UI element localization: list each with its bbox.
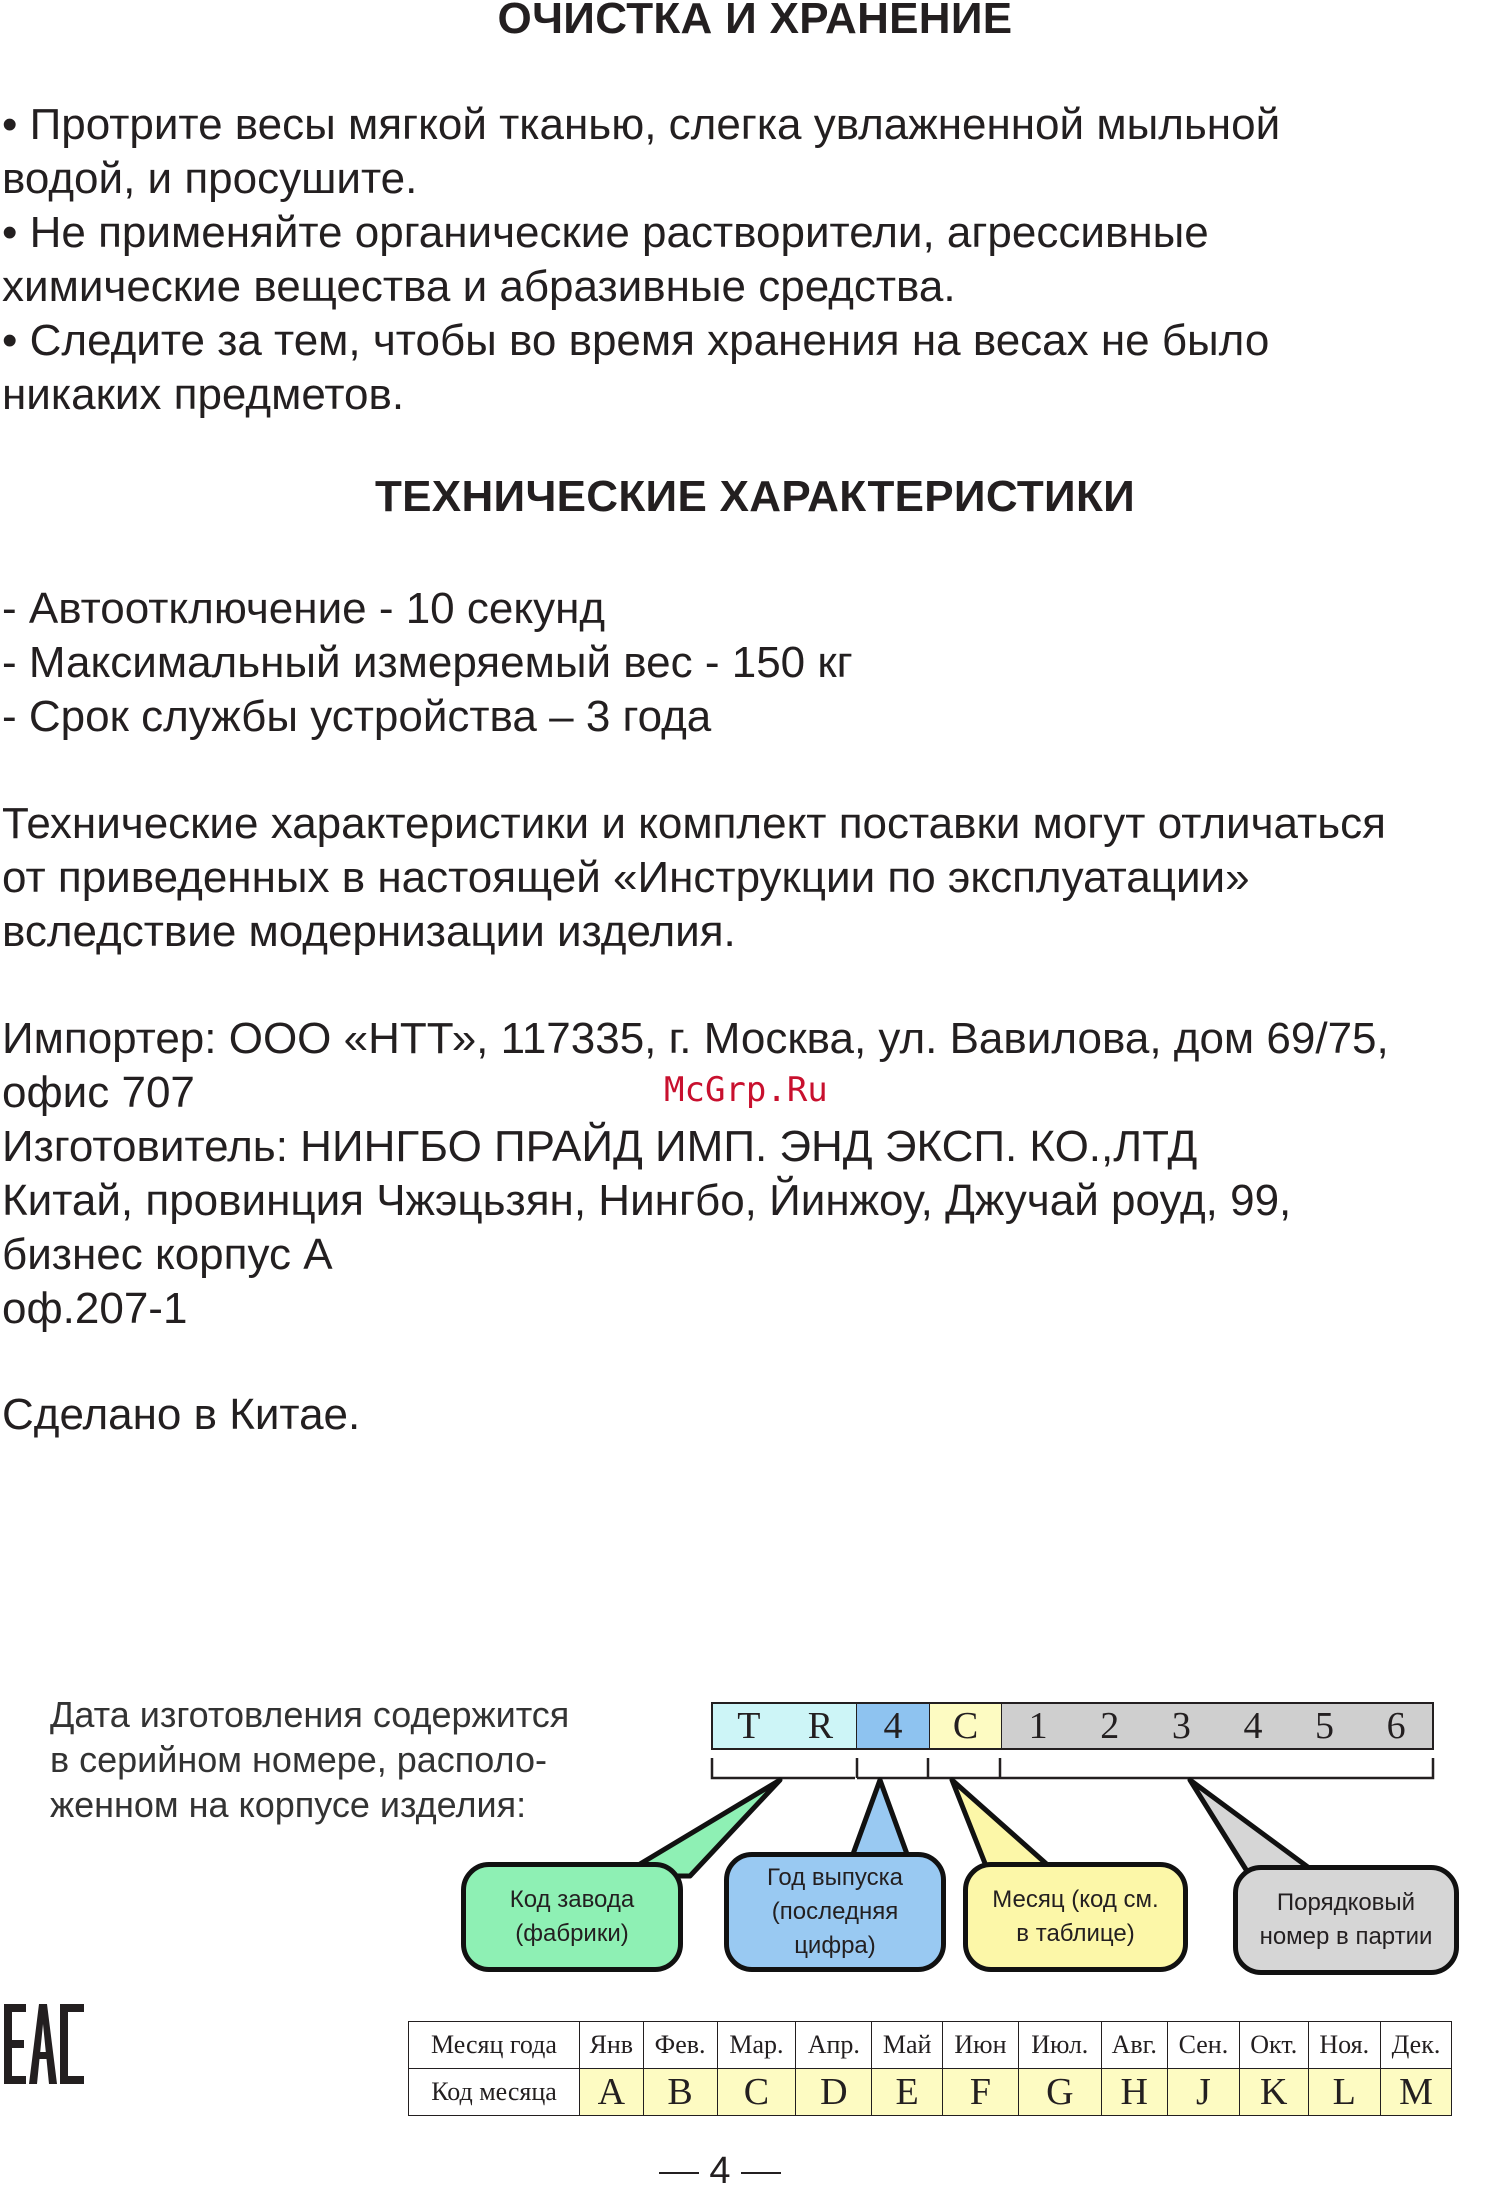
label-month xyxy=(963,1862,1188,1972)
label-line: Год выпуска xyxy=(767,1864,903,1891)
serial-char: 1 xyxy=(1001,1704,1074,1748)
code-cell: D xyxy=(796,2069,872,2116)
label-line: (фабрики) xyxy=(515,1920,629,1947)
code-cell: B xyxy=(643,2069,717,2116)
table-row xyxy=(409,2069,1452,2116)
code-cell: L xyxy=(1308,2069,1380,2116)
month-cell: Июл. xyxy=(1018,2022,1101,2069)
serial-char: 5 xyxy=(1289,1704,1361,1748)
serial-char: R xyxy=(785,1704,857,1748)
month-cell: Окт. xyxy=(1240,2022,1308,2069)
serial-char: 2 xyxy=(1074,1704,1146,1748)
month-code-table xyxy=(408,2021,1452,2116)
label-line: Месяц (код см. xyxy=(992,1886,1159,1913)
code-cell: F xyxy=(943,2069,1019,2116)
month-cell: Дек. xyxy=(1380,2022,1451,2069)
specs-title: ТЕХНИЧЕСКИЕ ХАРАКТЕРИСТИКИ xyxy=(374,472,1136,521)
serial-brackets xyxy=(712,1758,1433,1778)
code-cell: A xyxy=(580,2069,644,2116)
disclaimer-line: вследствие модернизации изделия. xyxy=(2,907,736,956)
label-line: Порядковый xyxy=(1276,1889,1416,1916)
code-cell: G xyxy=(1018,2069,1101,2116)
cleaning-line: химические вещества и абразивные средства. xyxy=(2,262,956,311)
code-cell: E xyxy=(872,2069,943,2116)
spec-line: - Максимальный измеряемый вес - 150 кг xyxy=(2,638,853,687)
importer-line: оф.207-1 xyxy=(2,1284,188,1333)
serial-char: 6 xyxy=(1360,1704,1432,1748)
month-cell: Авг. xyxy=(1101,2022,1167,2069)
importer-line: офис 707 xyxy=(2,1068,195,1117)
label-year xyxy=(724,1852,946,1972)
code-cell: K xyxy=(1240,2069,1308,2116)
code-cell: C xyxy=(717,2069,796,2116)
cleaning-title: ОЧИСТКА И ХРАНЕНИЕ xyxy=(497,0,1013,43)
spec-line: - Автоотключение - 10 секунд xyxy=(2,584,606,633)
serial-char: T xyxy=(713,1704,785,1748)
code-cell: J xyxy=(1167,2069,1239,2116)
month-header-label: Месяц года xyxy=(409,2022,580,2069)
month-cell: Янв xyxy=(580,2022,644,2069)
cleaning-line: • Следите за тем, чтобы во время хранения на весах не было xyxy=(2,316,1270,365)
bracket-lines xyxy=(712,1758,1433,1778)
month-cell: Сен. xyxy=(1167,2022,1239,2069)
page-dash xyxy=(741,2172,781,2174)
serial-char: 4 xyxy=(1217,1704,1289,1748)
serial-char: 3 xyxy=(1146,1704,1218,1748)
page-dash xyxy=(659,2172,699,2174)
month-cell: Июн xyxy=(943,2022,1019,2069)
page-number xyxy=(0,2150,1440,2193)
order-pointer xyxy=(1190,1780,1320,1876)
importer-line: Китай, провинция Чжэцьзян, Нингбо, Йинжоу, Джучай роуд, 99, xyxy=(2,1176,1292,1225)
label-line: (последняя xyxy=(771,1898,899,1925)
label-order-number xyxy=(1233,1865,1459,1975)
page-number-value: 4 xyxy=(709,2150,731,2192)
watermark: McGrp.Ru xyxy=(664,1070,828,1110)
serial-caption-line: в серийном номере, располо- xyxy=(50,1739,547,1780)
month-cell: Фев. xyxy=(643,2022,717,2069)
importer-line: Изготовитель: НИНГБО ПРАЙД ИМП. ЭНД ЭКСП. КО.,ЛТД xyxy=(2,1122,1198,1171)
cleaning-line: • Не применяйте органические растворители, агрессивные xyxy=(2,208,1209,257)
month-cell: Апр. xyxy=(796,2022,872,2069)
serial-char: C xyxy=(929,1704,1002,1748)
code-header-label: Код месяца xyxy=(409,2069,580,2116)
made-in-text: Сделано в Китае. xyxy=(2,1390,361,1439)
code-cell: M xyxy=(1380,2069,1451,2116)
cleaning-line: • Протрите весы мягкой тканью, слегка увлажненной мыльной xyxy=(2,100,1281,149)
eac-logo xyxy=(2,2000,88,2086)
cleaning-line: никаких предметов. xyxy=(2,370,405,419)
cleaning-line: водой, и просушите. xyxy=(2,154,418,203)
importer-line: бизнес корпус А xyxy=(2,1230,333,1279)
label-factory-code xyxy=(461,1862,683,1972)
spec-line: - Срок службы устройства – 3 года xyxy=(2,692,712,741)
serial-caption-line: Дата изготовления содержится xyxy=(50,1694,570,1735)
disclaimer-line: Технические характеристики и комплект поставки могут отличаться xyxy=(2,799,1386,848)
serial-char: 4 xyxy=(856,1704,929,1748)
table-row xyxy=(409,2022,1452,2069)
code-cell: H xyxy=(1101,2069,1167,2116)
month-cell: Мар. xyxy=(717,2022,796,2069)
label-line: в таблице) xyxy=(1016,1920,1135,1947)
label-line: цифра) xyxy=(794,1932,876,1959)
serial-caption-line: женном на корпусе изделия: xyxy=(50,1784,527,1825)
importer-line: Импортер: ООО «НТТ», 117335, г. Москва, ул. Вавилова, дом 69/75, xyxy=(2,1014,1389,1063)
disclaimer-line: от приведенных в настоящей «Инструкции по эксплуатации» xyxy=(2,853,1250,902)
label-line: Код завода xyxy=(509,1886,635,1913)
month-cell: Май xyxy=(872,2022,943,2069)
month-cell: Ноя. xyxy=(1308,2022,1380,2069)
label-line: номер в партии xyxy=(1259,1923,1433,1950)
